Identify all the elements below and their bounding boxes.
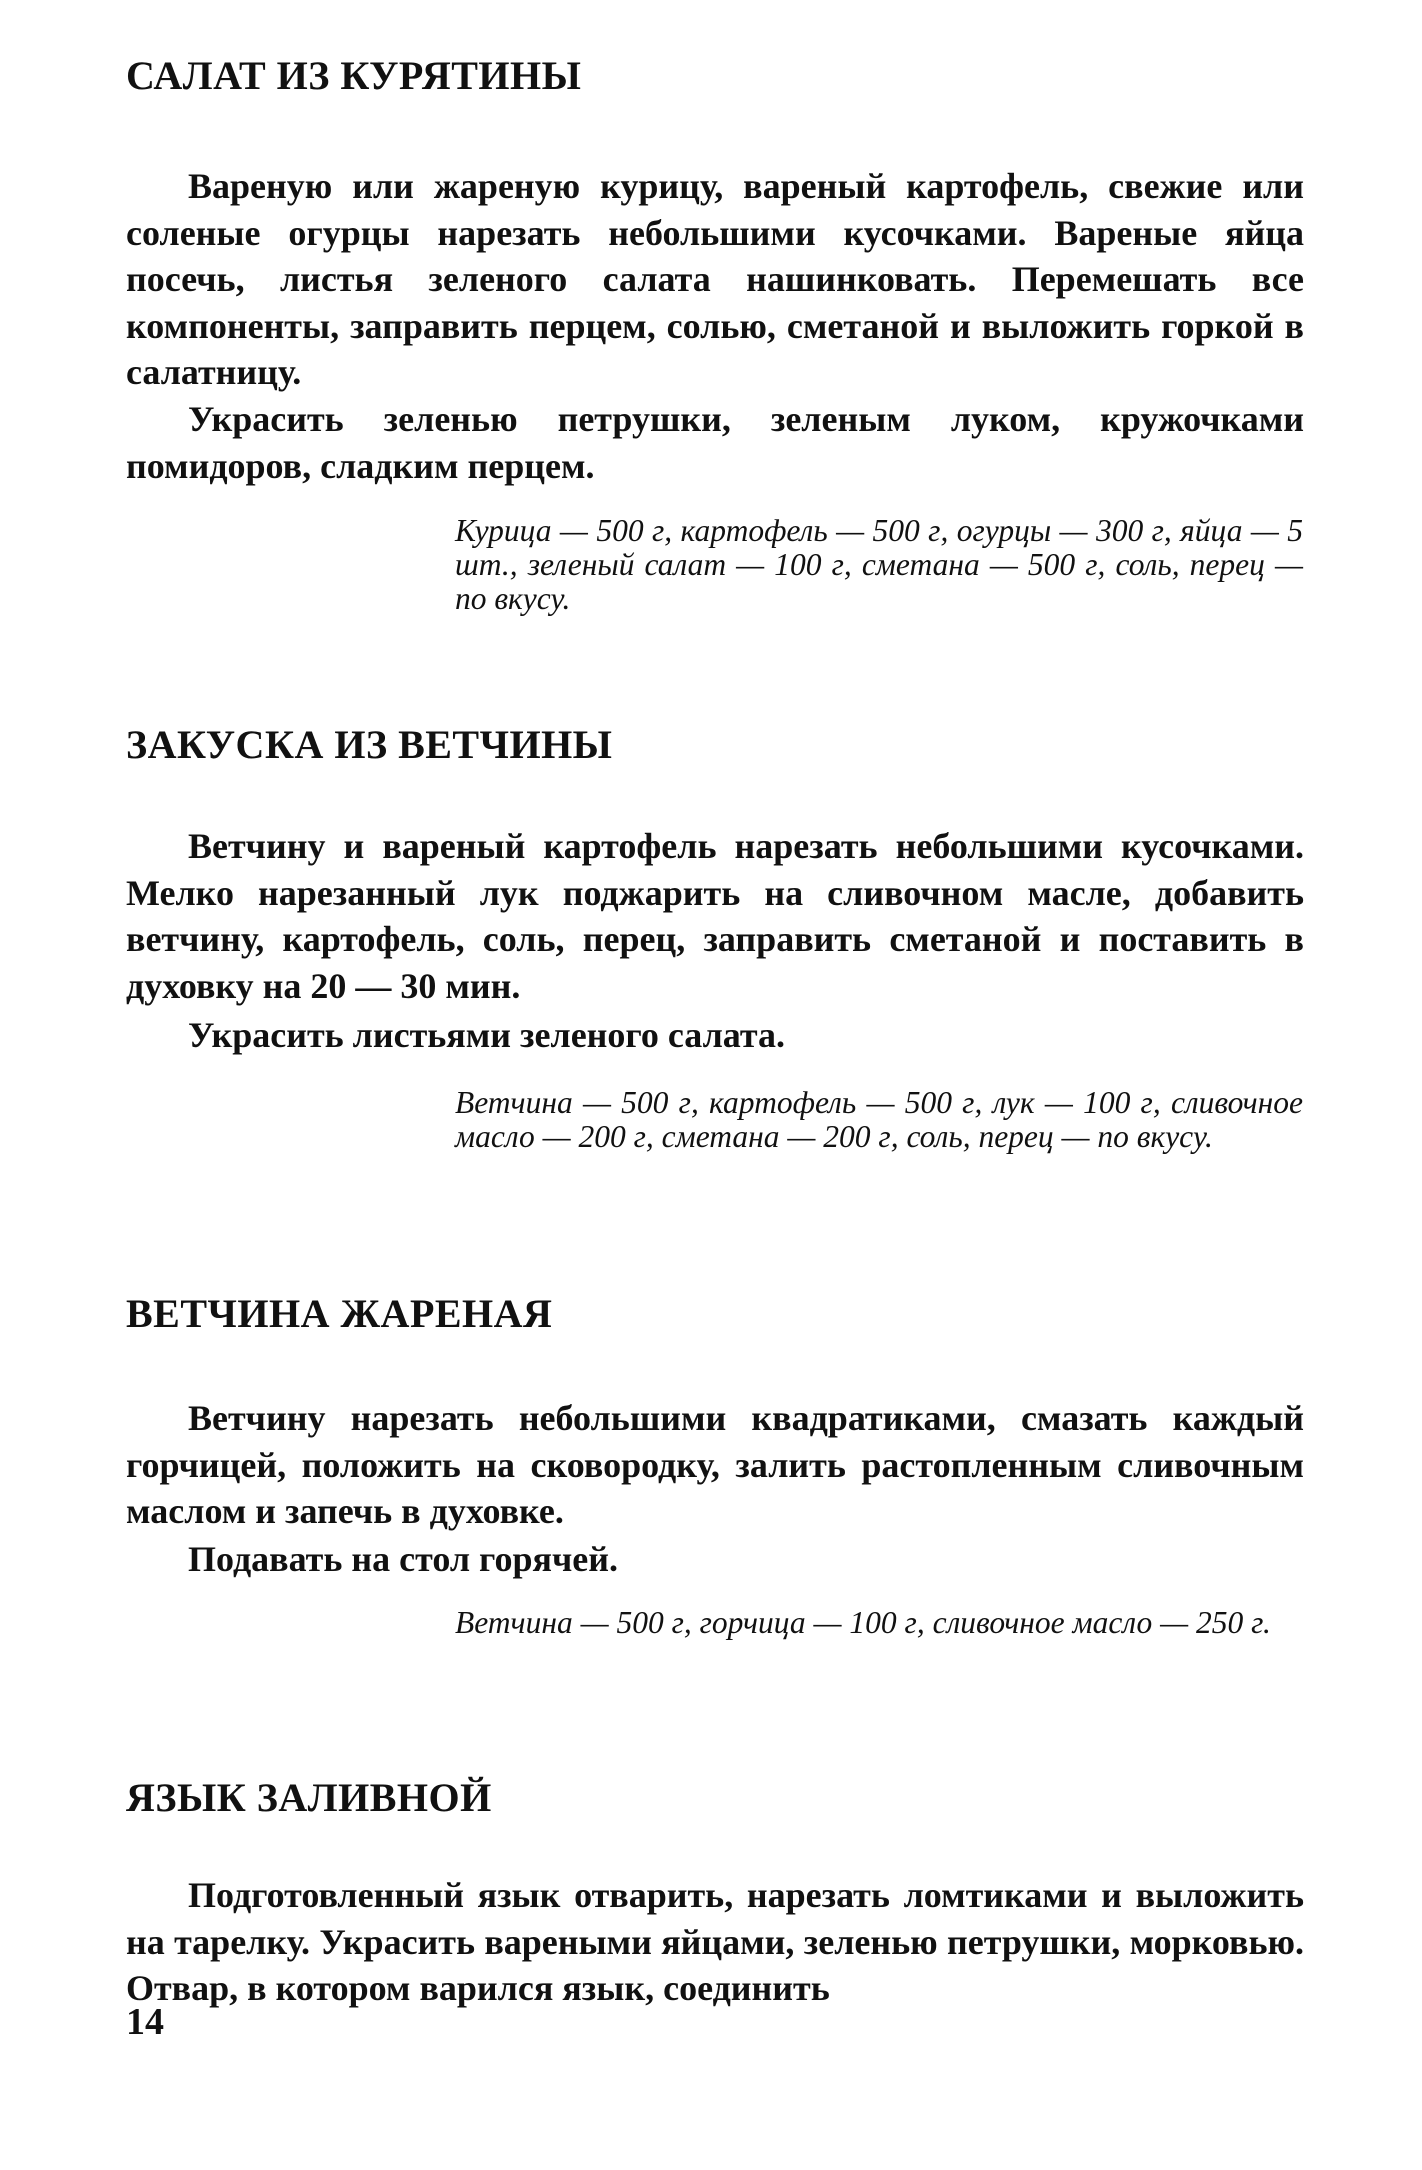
recipe-paragraph: Вареную или жареную курицу, вареный картофель, свежие или соленые огурцы нарезать небольшими кусочками. Вареные яйца посечь, листья зеленого салата нашинковать. Перемешать все компоненты, заправить перцем, солью, сметаной и выложить горкой в салатницу.: [126, 166, 1304, 392]
recipe-paragraph: Ветчину нарезать небольшими квадратиками, смазать каждый горчицей, положить на сковородку, залить растопленным сливочным маслом и запечь в духовке.: [126, 1398, 1304, 1531]
recipe-paragraph: Украсить зеленью петрушки, зеленым луком, кружочками помидоров, сладким перцем.: [126, 399, 1304, 486]
recipe-title: САЛАТ ИЗ КУРЯТИНЫ: [126, 53, 582, 98]
page-number: 14: [126, 2001, 164, 2043]
recipe-paragraph: Подавать на стол горячей.: [188, 1539, 619, 1579]
recipe-paragraph: Украсить листьями зеленого салата.: [188, 1015, 785, 1055]
recipe-title: ВЕТЧИНА ЖАРЕНАЯ: [126, 1291, 553, 1336]
recipe-paragraph: Ветчину и вареный картофель нарезать небольшими кусочками. Мелко нарезанный лук поджарить на сливочном масле, добавить ветчину, картофель, соль, перец, заправить сметаной и поставить в духовку на 20 — 30 мин.: [126, 826, 1304, 1006]
ingredients-list: Ветчина — 500 г, горчица — 100 г, сливочное масло — 250 г.: [455, 1605, 1271, 1640]
recipe-title: ЗАКУСКА ИЗ ВЕТЧИНЫ: [126, 722, 613, 767]
ingredients-list: Ветчина — 500 г, картофель — 500 г, лук — 100 г, сливочное масло — 200 г, сметана — 200 г, соль, перец — по вкусу.: [455, 1085, 1303, 1154]
ingredients-list: Курица — 500 г, картофель — 500 г, огурцы — 300 г, яйца — 5 шт., зеленый салат — 100 г, сметана — 500 г, соль, перец — по вкусу.: [455, 513, 1303, 616]
recipe-title: ЯЗЫК ЗАЛИВНОЙ: [126, 1775, 492, 1820]
recipe-paragraph: Подготовленный язык отварить, нарезать ломтиками и выложить на тарелку. Украсить вареными яйцами, зеленью петрушки, морковью. Отвар, в котором варился язык, соединить: [126, 1875, 1304, 2008]
